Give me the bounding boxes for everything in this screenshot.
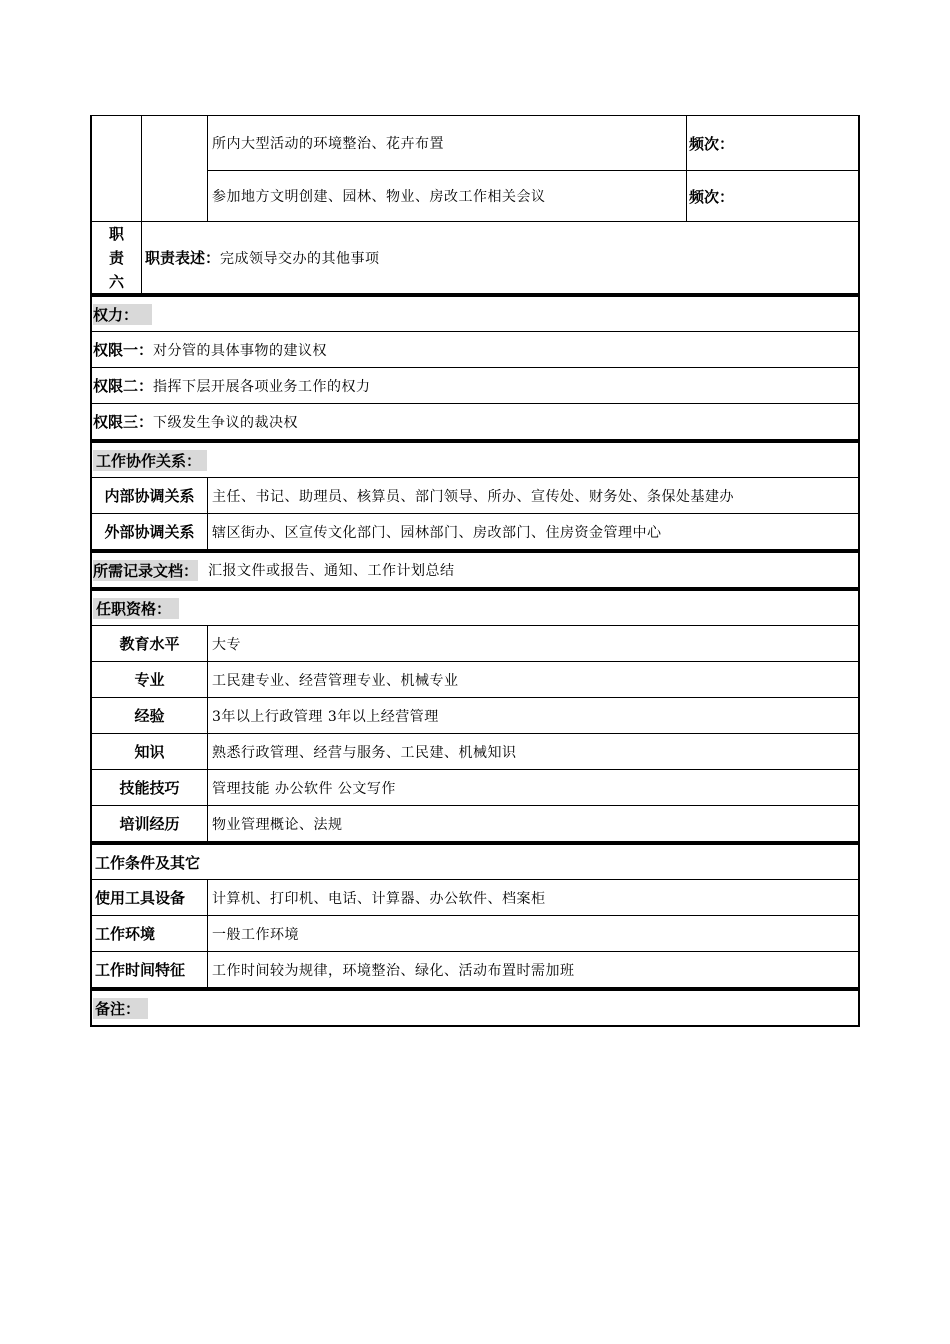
authority-text: 下级发生争议的裁决权 [153, 414, 299, 431]
relations-title-row [92, 441, 858, 477]
qualifications-block [90, 589, 860, 843]
condition-text: 一般工作环境 [212, 926, 299, 943]
duty-task: 所内大型活动的环境整治、花卉布置 [208, 116, 687, 170]
qualification-row [92, 697, 858, 733]
authority-text: 对分管的具体事物的建议权 [153, 342, 328, 359]
remarks-title: 备注： [93, 998, 148, 1019]
job-description-table [90, 115, 860, 1027]
condition-label: 工作环境 [92, 916, 208, 951]
frequency-label: 频次： [689, 134, 735, 153]
qualification-text: 3年以上行政管理 3年以上经营管理 [212, 708, 439, 725]
duty6-desc-text: 完成领导交办的其他事项 [220, 250, 380, 267]
qualification-label: 教育水平 [92, 626, 208, 661]
duty6-label: 职 责 六 [92, 222, 142, 293]
duty-task-row [208, 170, 858, 221]
qualification-text: 大专 [212, 636, 241, 653]
internal-relations-label: 内部协调关系 [92, 478, 208, 513]
internal-relations-text: 主任、书记、助理员、核算员、部门领导、所办、宣传处、财务处、条保处基建办 [212, 488, 734, 505]
qualification-text: 熟悉行政管理、经营与服务、工民建、机械知识 [212, 744, 517, 761]
authority-item [92, 403, 858, 439]
relations-block [90, 441, 860, 551]
external-relations-label: 外部协调关系 [92, 514, 208, 549]
authority-title: 权力： [93, 304, 152, 325]
duty5-continuation [92, 116, 858, 221]
records-block [90, 551, 860, 589]
internal-relations-row [92, 477, 858, 513]
duty-number-cell [92, 116, 142, 221]
qualification-row [92, 805, 858, 841]
duties-block [90, 115, 860, 295]
authority-label: 权限二： [93, 377, 154, 395]
remarks-block [90, 989, 860, 1027]
qualification-label: 知识 [92, 734, 208, 769]
duty6-row [92, 221, 858, 293]
conditions-block [90, 843, 860, 989]
qualifications-title: 任职资格： [93, 598, 179, 619]
duty-sub-cell [142, 116, 208, 221]
condition-row [92, 951, 858, 987]
external-relations-row [92, 513, 858, 549]
condition-text: 计算机、打印机、电话、计算器、办公软件、档案柜 [212, 890, 546, 907]
duty-task: 参加地方文明创建、园林、物业、房改工作相关会议 [208, 171, 687, 221]
conditions-title: 工作条件及其它 [95, 853, 201, 872]
authority-title-row [92, 295, 858, 331]
authority-text: 指挥下层开展各项业务工作的权力 [153, 378, 371, 395]
qualification-label: 培训经历 [92, 806, 208, 841]
qualification-label: 经验 [92, 698, 208, 733]
qualification-text: 工民建专业、经营管理专业、机械专业 [212, 672, 459, 689]
records-row [92, 551, 858, 587]
duty-task-row [208, 116, 858, 170]
authority-label: 权限一： [93, 341, 154, 359]
duty6-description [142, 222, 858, 293]
frequency-label: 频次： [689, 187, 735, 206]
relations-title: 工作协作关系： [93, 450, 207, 471]
condition-text: 工作时间较为规律，环境整治、绿化、活动布置时需加班 [212, 962, 575, 979]
records-label: 所需记录文档： [93, 561, 199, 580]
authority-label: 权限三： [93, 413, 154, 431]
qualification-text: 管理技能 办公软件 公文写作 [212, 780, 396, 797]
condition-label: 使用工具设备 [92, 880, 208, 915]
authority-item [92, 367, 858, 403]
qualification-text: 物业管理概论、法规 [212, 816, 343, 833]
external-relations-text: 辖区街办、区宣传文化部门、园林部门、房改部门、住房资金管理中心 [212, 524, 662, 541]
qualification-row [92, 661, 858, 697]
qualification-label: 专业 [92, 662, 208, 697]
condition-row [92, 879, 858, 915]
qualification-row [92, 769, 858, 805]
qualification-row [92, 733, 858, 769]
conditions-title-row [92, 843, 858, 879]
remarks-row [92, 989, 858, 1025]
authority-item [92, 331, 858, 367]
records-text: 汇报文件或报告、通知、工作计划总结 [208, 563, 455, 579]
qualification-label: 技能技巧 [92, 770, 208, 805]
condition-row [92, 915, 858, 951]
duty6-desc-label: 职责表述： [145, 249, 221, 267]
condition-label: 工作时间特征 [92, 952, 208, 987]
qualifications-title-row [92, 589, 858, 625]
qualification-row [92, 625, 858, 661]
authority-block [90, 295, 860, 441]
